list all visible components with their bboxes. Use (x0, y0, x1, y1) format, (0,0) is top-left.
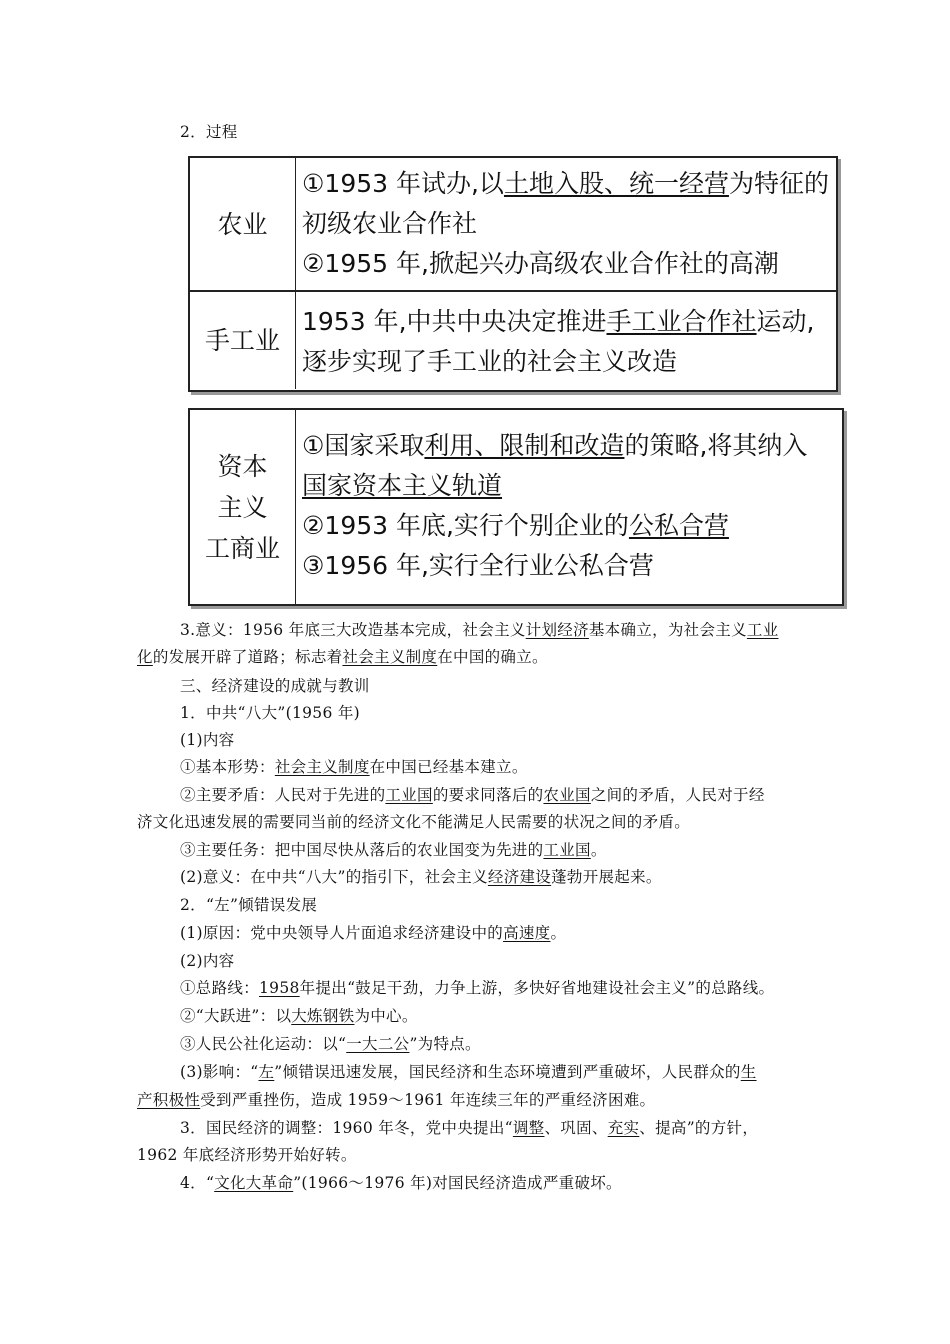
text-run: 三、经济建设的成就与教训 (180, 677, 370, 695)
row-label-line: 主义 (217, 492, 268, 522)
underlined-key-term: 调整 (512, 1119, 545, 1137)
underlined-key-term: 产积极性 (137, 1091, 201, 1109)
underlined-key-term: 土地入股、统一经营 (503, 169, 729, 198)
table-row-handicraft (190, 292, 836, 389)
table-text-line (302, 426, 842, 466)
table-capitalist-industry (188, 408, 844, 606)
row-label-handicraft: 手工业 (190, 292, 296, 389)
underlined-key-term: 生 (740, 1063, 757, 1081)
row-content-capitalist (296, 410, 842, 604)
paragraph-line (137, 646, 548, 668)
paragraph-line (180, 1117, 758, 1139)
underlined-key-term: 社会主义制度 (342, 648, 438, 666)
table-row-capitalist (190, 410, 842, 604)
text-run: 运动, (756, 307, 815, 336)
text-run: (2)内容 (180, 952, 235, 970)
text-run: ②主要矛盾：人民对于先进的 (180, 786, 386, 804)
text-run: 在中国的确立。 (437, 648, 548, 666)
paragraph-line (180, 839, 607, 861)
text-run: 的发展开辟了道路；标志着 (152, 648, 343, 666)
text-run: ③主要任务：把中国尽快从落后的农业国变为先进的 (180, 841, 544, 859)
row-content-agriculture (296, 158, 836, 290)
paragraph-line (180, 784, 765, 806)
paragraph-line (180, 702, 360, 724)
paragraph-line (180, 1033, 481, 1055)
text-run: 的策略,将其纳入 (624, 431, 808, 460)
text-run: 、巩固、 (544, 1119, 608, 1137)
table-row-agriculture (190, 158, 836, 290)
text-run: ③人民公社化运动：以“ (180, 1035, 347, 1053)
text-run: 。 (590, 841, 607, 859)
text-run: ”倾错误迅速发展，国民经济和生态环境遭到严重破坏，人民群众的 (274, 1063, 741, 1081)
paragraph-line (180, 675, 370, 697)
paragraph-line (180, 950, 234, 972)
text-run: 年提出“鼓足干劲，力争上游，多快好省地建设社会主义”的总路线。 (299, 979, 775, 997)
underlined-key-term: 国家资本主义轨道 (302, 471, 503, 500)
section-heading-process: 2．过程 (180, 123, 238, 141)
text-run: 的要求同落后的 (432, 786, 544, 804)
text-run: ①国家采取 (302, 431, 425, 460)
text-run: 为中心。 (354, 1007, 418, 1025)
paragraph-line (180, 619, 779, 641)
underlined-key-term: 公私合营 (628, 511, 729, 540)
text-run: ”(1966～1976 年)对国民经济造成严重破坏。 (293, 1174, 622, 1192)
row-label-line: 工商业 (204, 533, 280, 563)
text-run: ②1953 年底,实行个别企业的 (302, 511, 629, 540)
row-label-agriculture: 农业 (190, 158, 296, 290)
underlined-key-term: 利用、限制和改造 (424, 431, 625, 460)
underlined-key-term: 左 (258, 1063, 275, 1081)
text-run: 初级农业合作社 (302, 209, 478, 238)
row-content-handicraft (296, 292, 836, 389)
underlined-key-term: 充实 (607, 1119, 640, 1137)
underlined-key-term: 农业国 (543, 786, 591, 804)
text-run: 。 (550, 924, 567, 942)
underlined-key-term: 一大二公 (346, 1035, 410, 1053)
text-run: 3．国民经济的调整：1960 年冬，党中央提出“ (180, 1119, 513, 1137)
row-label-capitalist (190, 410, 296, 604)
paragraph-line (180, 1005, 418, 1027)
underlined-key-term: 工业国 (543, 841, 591, 859)
text-run: (3)影响：“ (180, 1063, 259, 1081)
text-run: 逐步实现了手工业的社会主义改造 (302, 347, 678, 376)
text-run: 1953 年,中共中央决定推进 (302, 307, 607, 336)
table-text-line (302, 302, 836, 342)
underlined-key-term: 经济建设 (487, 868, 552, 886)
table-text-line (302, 506, 842, 546)
table-text-line (302, 466, 842, 506)
row-label-line: 资本 (217, 451, 268, 481)
text-run: (2)意义：在中共“八大”的指引下，社会主义 (180, 868, 488, 886)
text-run: ①1953 年试办,以 (302, 169, 504, 198)
underlined-key-term: 工业 (746, 621, 779, 639)
paragraph-line (180, 894, 317, 916)
text-run: ”为特点。 (409, 1035, 481, 1053)
table-text-line (302, 342, 836, 382)
text-run: ①基本形势： (180, 758, 275, 776)
underlined-key-term: 高速度 (503, 924, 551, 942)
text-run: 受到严重挫伤，造成 1959～1961 年连续三年的严重经济困难。 (200, 1091, 656, 1109)
underlined-key-term: 社会主义制度 (274, 758, 370, 776)
text-run: 之间的矛盾，人民对于经 (590, 786, 765, 804)
underlined-key-term: 手工业合作社 (606, 307, 757, 336)
text-run: 蓬勃开展起来。 (551, 868, 662, 886)
text-run: 为特征的 (728, 169, 829, 198)
text-run: 1962 年底经济形势开始好转。 (137, 1146, 357, 1164)
text-run: (1)原因：党中央领导人片面追求经济建设中的 (180, 924, 504, 942)
text-run: 4．“ (180, 1174, 215, 1192)
paragraph-line (180, 1061, 757, 1083)
paragraph-line (180, 1172, 622, 1194)
paragraph-line (137, 811, 690, 833)
text-run: 济文化迅速发展的需要同当前的经济文化不能满足人民需要的状况之间的矛盾。 (137, 813, 691, 831)
table-text-line (302, 546, 842, 586)
text-run: ②“大跃进”：以 (180, 1007, 292, 1025)
underlined-key-term: 工业国 (385, 786, 433, 804)
text-run: 2．“左”倾错误发展 (180, 896, 318, 914)
underlined-key-term: 化 (137, 648, 153, 666)
text-run: 1．中共“八大”(1956 年) (180, 704, 360, 722)
text-run: ③1956 年,实行全行业公私合营 (302, 551, 654, 580)
text-run: 在中国已经基本建立。 (369, 758, 528, 776)
paragraph-line (137, 1144, 357, 1166)
paragraph-line (180, 866, 662, 888)
table-text-line (302, 244, 836, 284)
text-run: ①总路线： (180, 979, 260, 997)
table-text-line (302, 204, 836, 244)
text-run: (1)内容 (180, 731, 235, 749)
text-run: 、提高”的方针， (639, 1119, 759, 1137)
paragraph-line (180, 756, 528, 778)
table-text-line (302, 164, 836, 204)
paragraph-line (137, 1089, 655, 1111)
text-run: 基本确立，为社会主义 (588, 621, 747, 639)
underlined-key-term: 文化大革命 (214, 1174, 294, 1192)
underlined-key-term: 1958 (259, 979, 300, 997)
text-run: 3.意义：1956 年底三大改造基本完成，社会主义 (180, 621, 526, 639)
paragraph-line (180, 977, 774, 999)
paragraph-line (180, 922, 566, 944)
text-run: ②1955 年,掀起兴办高级农业合作社的高潮 (302, 249, 779, 278)
underlined-key-term: 计划经济 (525, 621, 589, 639)
underlined-key-term: 大炼钢铁 (291, 1007, 355, 1025)
table-agriculture-handicraft (188, 156, 838, 392)
paragraph-line (180, 729, 234, 751)
